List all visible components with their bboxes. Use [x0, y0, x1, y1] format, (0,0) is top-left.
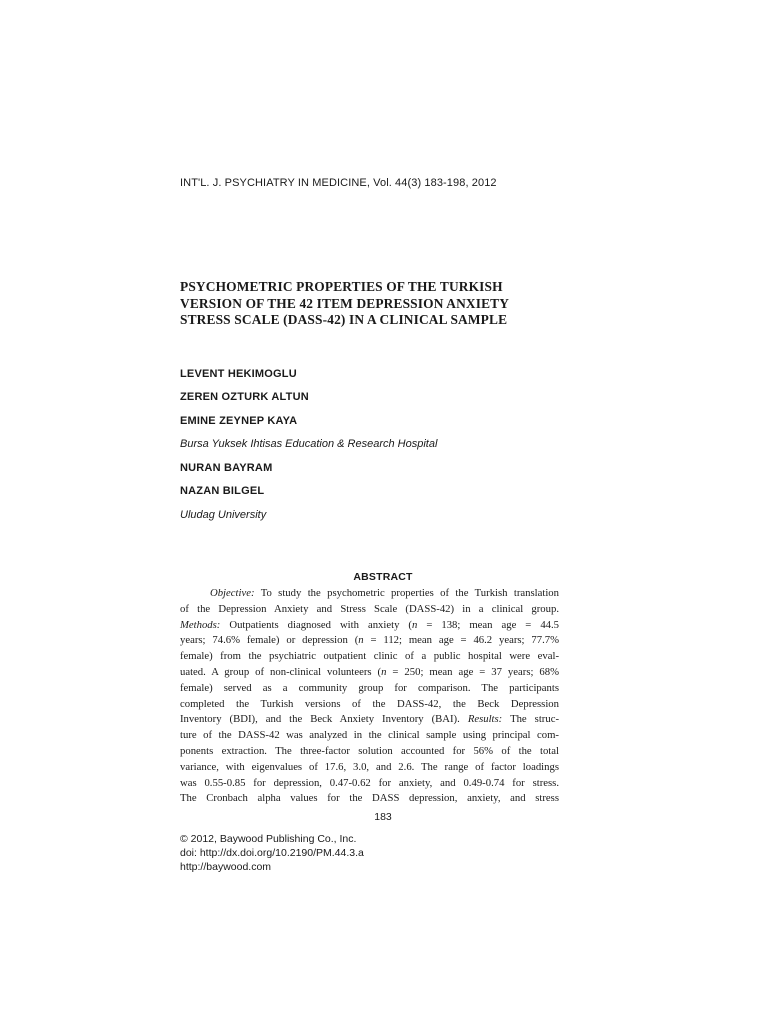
abstract-text — [180, 586, 560, 807]
author-name: ZEREN OZTURK ALTUN — [180, 391, 309, 403]
doi-link[interactable]: doi: http://dx.doi.org/10.2190/PM.44.3.a — [180, 847, 364, 859]
title-line: STRESS SCALE (DASS-42) IN A CLINICAL SAMPLE — [180, 312, 508, 327]
author-affiliation: Bursa Yuksek Ihtisas Education & Research Hospital — [180, 438, 438, 450]
author-name: LEVENT HEKIMOGLU — [180, 368, 297, 380]
publication-footer — [180, 832, 364, 874]
title-line: VERSION OF THE 42 ITEM DEPRESSION ANXIETY — [180, 295, 510, 311]
author-name: EMINE ZEYNEP KAYA — [180, 415, 298, 427]
abstract-line: female) served as a community group for comparison. The participants — [180, 681, 559, 694]
abstract-line: uated. A group of non-clinical volunteers (n = 250; mean age = 37 years; 68% — [180, 665, 560, 678]
paper-title — [180, 279, 600, 329]
results-label: Results: — [467, 713, 503, 726]
page-number: 183 — [374, 811, 392, 823]
website-link[interactable]: http://baywood.com — [180, 861, 272, 873]
journal-header: INT'L. J. PSYCHIATRY IN MEDICINE, Vol. 44(3) 183-198, 2012 — [180, 177, 497, 189]
objective-label: Objective: — [210, 587, 255, 599]
abstract-line: Inventory (BDI), and the Beck Anxiety Inventory (BAI). Results: The struc- — [180, 713, 560, 726]
title-line: PSYCHOMETRIC PROPERTIES OF THE TURKISH — [180, 279, 503, 294]
abstract-line: Methods: Outpatients diagnosed with anxiety (n = 138; mean age = 44.5 — [180, 618, 560, 631]
abstract-line: variance, with eigenvalues of 17.6, 3.0, and 2.6. The range of factor loadings — [180, 760, 559, 773]
abstract-line: was 0.55-0.85 for depression, 0.47-0.62 for anxiety, and 0.49-0.74 for stress. — [180, 776, 559, 789]
author-name: NURAN BAYRAM — [180, 462, 273, 474]
author-affiliation: Uludag University — [180, 509, 267, 521]
abstract-line: Objective: To study the psychometric properties of the Turkish translation — [210, 587, 559, 599]
author-name: NAZAN BILGEL — [180, 485, 265, 497]
abstract-line: ture of the DASS-42 was analyzed in the clinical sample using principal com- — [180, 729, 559, 742]
abstract-line: ponents extraction. The three-factor solution accounted for 56% of the total — [180, 744, 559, 757]
abstract-line: The Cronbach alpha values for the DASS depression, anxiety, and stress — [180, 792, 559, 805]
copyright-line: © 2012, Baywood Publishing Co., Inc. — [180, 833, 357, 845]
abstract-line: years; 74.6% female) or depression (n = 112; mean age = 46.2 years; 77.7% — [180, 634, 560, 647]
abstract-heading: ABSTRACT — [353, 571, 413, 583]
methods-label: Methods: — [180, 618, 221, 631]
abstract-line: of the Depression Anxiety and Stress Scale (DASS-42) in a clinical group. — [180, 602, 559, 615]
abstract-line: completed the Turkish versions of the DASS-42, the Beck Depression — [180, 697, 559, 710]
abstract-line: female) from the psychiatric outpatient clinic of a public hospital were eval- — [180, 650, 559, 663]
